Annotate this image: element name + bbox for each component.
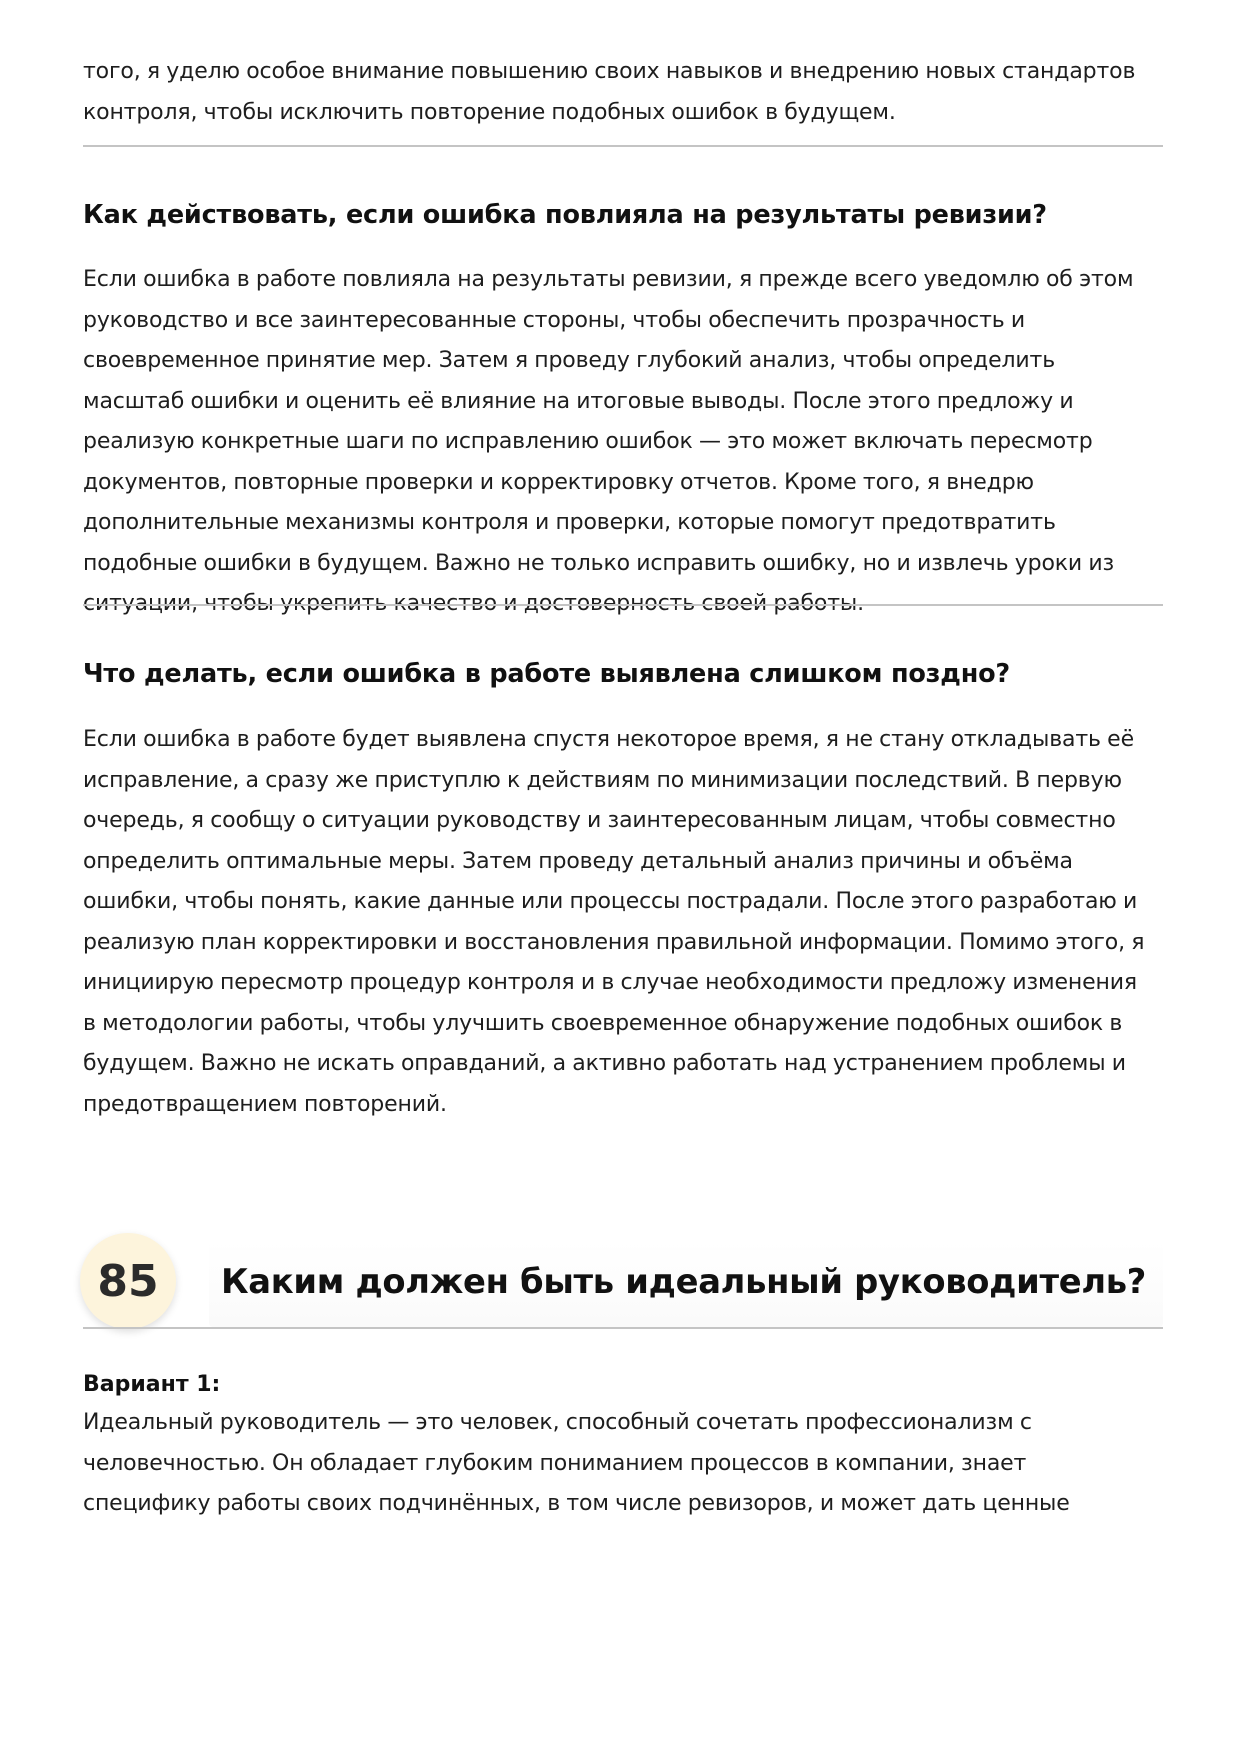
section-heading: Что делать, если ошибка в работе выявлена слишком поздно? — [83, 659, 1011, 689]
variant-label: Вариант 1: — [83, 1372, 221, 1397]
section-paragraph — [83, 720, 1144, 1125]
paragraph-line: определить оптимальные меры. Затем проведу детальный анализ причины и объёма — [83, 848, 1073, 874]
paragraph-line: масштаб ошибки и оценить её влияние на итоговые выводы. После этого предложу и — [83, 388, 1074, 414]
section-heading: Как действовать, если ошибка повлияла на результаты ревизии? — [83, 200, 1047, 230]
paragraph-line: реализую план корректировки и восстановления правильной информации. Помимо этого, я — [83, 929, 1145, 955]
section-divider — [83, 145, 1163, 147]
paragraph-line: того, я уделю особое внимание повышению своих навыков и внедрению новых стандартов — [83, 59, 1136, 84]
paragraph-line: руководство и все заинтересованные стороны, чтобы обеспечить прозрачность и — [83, 307, 1026, 333]
paragraph-line: подобные ошибки в будущем. Важно не только исправить ошибку, но и извлечь уроки из — [83, 550, 1115, 576]
paragraph-line: реализую конкретные шаги по исправлению ошибок — это может включать пересмотр — [83, 429, 1093, 454]
paragraph-line: в методологии работы, чтобы улучшить своевременное обнаружение подобных ошибок в — [83, 1010, 1123, 1036]
paragraph-line: исправление, а сразу же приступлю к действиям по минимизации последствий. В первую — [83, 767, 1122, 793]
intro-paragraph — [83, 52, 1135, 133]
paragraph-line: предотвращением повторений. — [83, 1091, 447, 1117]
paragraph-line: очередь, я сообщу о ситуации руководству и заинтересованным лицам, чтобы совместно — [83, 808, 1116, 833]
paragraph-line: будущем. Важно не искать оправданий, а активно работать над устранением проблемы и — [83, 1051, 1126, 1076]
question-title: Каким должен быть идеальный руководитель? — [221, 1262, 1147, 1301]
paragraph-line: дополнительные механизмы контроля и проверки, которые помогут предотвратить — [83, 510, 1056, 535]
paragraph-line: ошибки, чтобы понять, какие данные или процессы пострадали. После этого разработаю и — [83, 889, 1138, 914]
question-divider — [83, 1327, 1163, 1329]
paragraph-line: человечностью. Он обладает глубоким пониманием процессов в компании, знает — [83, 1450, 1027, 1476]
paragraph-line: ситуации, чтобы укрепить качество и достоверность своей работы. — [83, 591, 864, 616]
paragraph-line: специфику работы своих подчинённых, в том числе ревизоров, и может дать ценные — [83, 1491, 1070, 1516]
question-number-badge: 85 — [80, 1233, 176, 1329]
paragraph-line: Идеальный руководитель — это человек, способный сочетать профессионализм с — [83, 1410, 1032, 1435]
section-paragraph — [83, 260, 1133, 625]
answer-paragraph — [83, 1403, 1070, 1525]
paragraph-line: контроля, чтобы исключить повторение подобных ошибок в будущем. — [83, 99, 896, 125]
paragraph-line: Если ошибка в работе будет выявлена спустя некоторое время, я не стану откладывать её — [83, 727, 1134, 752]
paragraph-line: Если ошибка в работе повлияла на результаты ревизии, я прежде всего уведомлю об этом — [83, 267, 1134, 292]
section-divider — [83, 604, 1163, 606]
paragraph-line: документов, повторные проверки и корректировку отчетов. Кроме того, я внедрю — [83, 469, 1034, 495]
paragraph-line: своевременное принятие мер. Затем я проведу глубокий анализ, чтобы определить — [83, 348, 1056, 373]
paragraph-line: инициирую пересмотр процедур контроля и в случае необходимости предложу изменения — [83, 970, 1137, 995]
question-header — [83, 1233, 1163, 1329]
